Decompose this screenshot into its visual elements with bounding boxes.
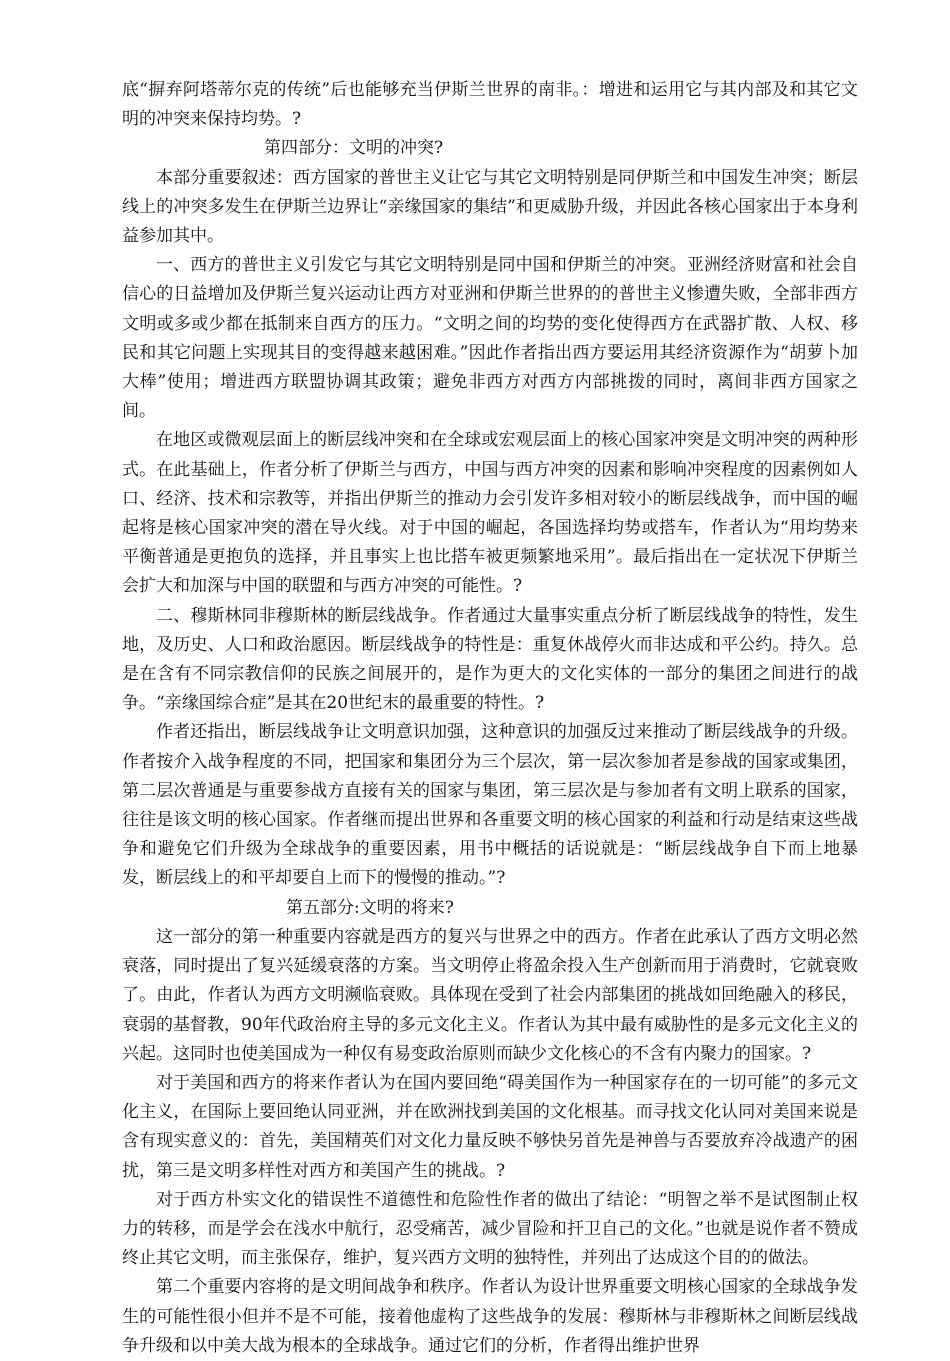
paragraph-western-culture-conclusion: 对于西方朴实文化的错误性不道德性和危险性作者的做出了结论：“明智之举不是试图制止权力的转移，而是学会在浅水中航行，忍受痛苦，减少冒险和扞卫自己的文化。”也就是说作者不赞成终止其它文明，而主张保存，维护，复兴西方文明的独特性，并列出了达成这个目的的做法。 (122, 1189, 858, 1269)
paragraph-western-universalism: 一、西方的普世主义引发它与其它文明特别是同中国和伊斯兰的冲突。亚洲经济财富和社会自信心的日益增加及伊斯兰复兴运动让西方对亚洲和伊斯兰世界的的普世主义惨遭失败，全部非西方文明或多或少都在抵制来自西方的压力。“文明之间的均势的变化使得西方在武器扩散、人权、移民和其它问题上实现其目的变得越来越困难。”因此作者指出西方要运用其经济资源作为“胡萝卜加大棒”使用；增进西方联盟协调其政策；避免非西方对西方内部挑拨的同时，离间非西方国家之间。 (122, 255, 858, 422)
paragraph-western-revival: 这一部分的第一种重要内容就是西方的复兴与世界之中的西方。作者在此承认了西方文明必然衰落，同时提出了复兴延缓衰落的方案。当文明停止将盈余投入生产创新而用于消费时，它就衰败了。由此，作者认为西方文明濒临衰败。具体现在受到了社会内部集团的挑战如回绝融入的移民，衰弱的基督教，90年代政治府主导的多元文化主义。作者认为其中最有威胁性的是多元文化主义的兴起。这同时也使美国成为一种仅有易变政治原则而缺少文化核心的不含有内聚力的国家。? (122, 926, 858, 1064)
paragraph-us-future: 对于美国和西方的将来作者认为在国内要回绝“碍美国作为一种国家存在的一切可能”的多元文化主义，在国际上要回绝认同亚洲，并在欧洲找到美国的文化根基。而寻找文化认同对美国来说是含有现实意义的：首先，美国精英们对文化力量反映不够快另首先是神兽与否要放弃冷战遗产的困扰，第三是文明多样性对西方和美国产生的挑战。? (122, 1072, 858, 1181)
paragraph-continuation: 底“摒弃阿塔蒂尔克的传统”后也能够充当伊斯兰世界的南非。：增进和运用它与其内部及和其它文明的冲突来保持均势。? (122, 80, 858, 130)
paragraph-civilizational-wars: 第二个重要内容将的是文明间战争和秩序。作者认为设计世界重要文明核心国家的全球战争发生的可能性很小但并不是不可能，接着他虚构了这些战争的发展：穆斯林与非穆斯林之间断层线战争升级和以中美大战为根本的全球战争。通过它们的分析，作者得出维护世界 (122, 1277, 858, 1356)
paragraph-conflict-forms: 在地区或微观层面上的断层线冲突和在全球或宏观层面上的核心国家冲突是文明冲突的两种形式。在此基础上，作者分析了伊斯兰与西方，中国与西方冲突的因素和影响冲突程度的因素例如人口、经济、技术和宗教等，并指出伊斯兰的推动力会引发许多相对较小的断层线战争，而中国的崛起将是核心国家冲突的潜在导火线。对于中国的崛起，各国选择均势或搭车，作者认为“用均势来平衡普通是更抱负的选择，并且事实上也比搭车被更频繁地采用”。最后指出在一定状况下伊斯兰会扩大和加深与中国的联盟和与西方冲突的可能性。? (122, 430, 858, 597)
paragraph-part-four-summary: 本部分重要叙述：西方国家的普世主义让它与其它文明特别是同伊斯兰和中国发生冲突；断层线上的冲突多发生在伊斯兰边界让“亲缘国家的集结”和更威胁升级，并因此各核心国家出于本身利益参加其中。 (122, 167, 858, 247)
paragraph-fault-line-wars: 二、穆斯林同非穆斯林的断层线战争。作者通过大量事实重点分析了断层线战争的特性，发生地，及历史、人口和政治愿因。断层线战争的特性是：重复休战停火而非达成和平公约。持久。总是在含有不同宗教信仰的民族之间展开的，是作为更大的文化实体的一部分的集团之间进行的战争。“亲缘国综合症”是其在20世纪末的最重要的特性。? (122, 605, 858, 714)
paragraph-fault-line-escalation: 作者还指出，断层线战争让文明意识加强，这种意识的加强反过来推动了断层线战争的升级。作者按介入战争程度的不同，把国家和集团分为三个层次，第一层次参加者是参战的国家或集团，第二层次普通是与重要参战方直接有关的国家与集团，第三层次是与参加者有文明上联系的国家，往往是该文明的核心国家。作者继而提出世界和各重要文明的核心国家的利益和行动是结束这些战争和避免它们升级为全球战争的重要因素，用书中概括的话说就是：“断层线战争自下而上地暴发，断层线上的和平却要自上而下的慢慢的推动。”? (122, 722, 858, 889)
section-heading-part-five: 第五部分:文明的将来? (286, 897, 454, 918)
section-heading-part-four: 第四部分：文明的冲突? (264, 138, 444, 159)
document-page (122, 76, 858, 1361)
